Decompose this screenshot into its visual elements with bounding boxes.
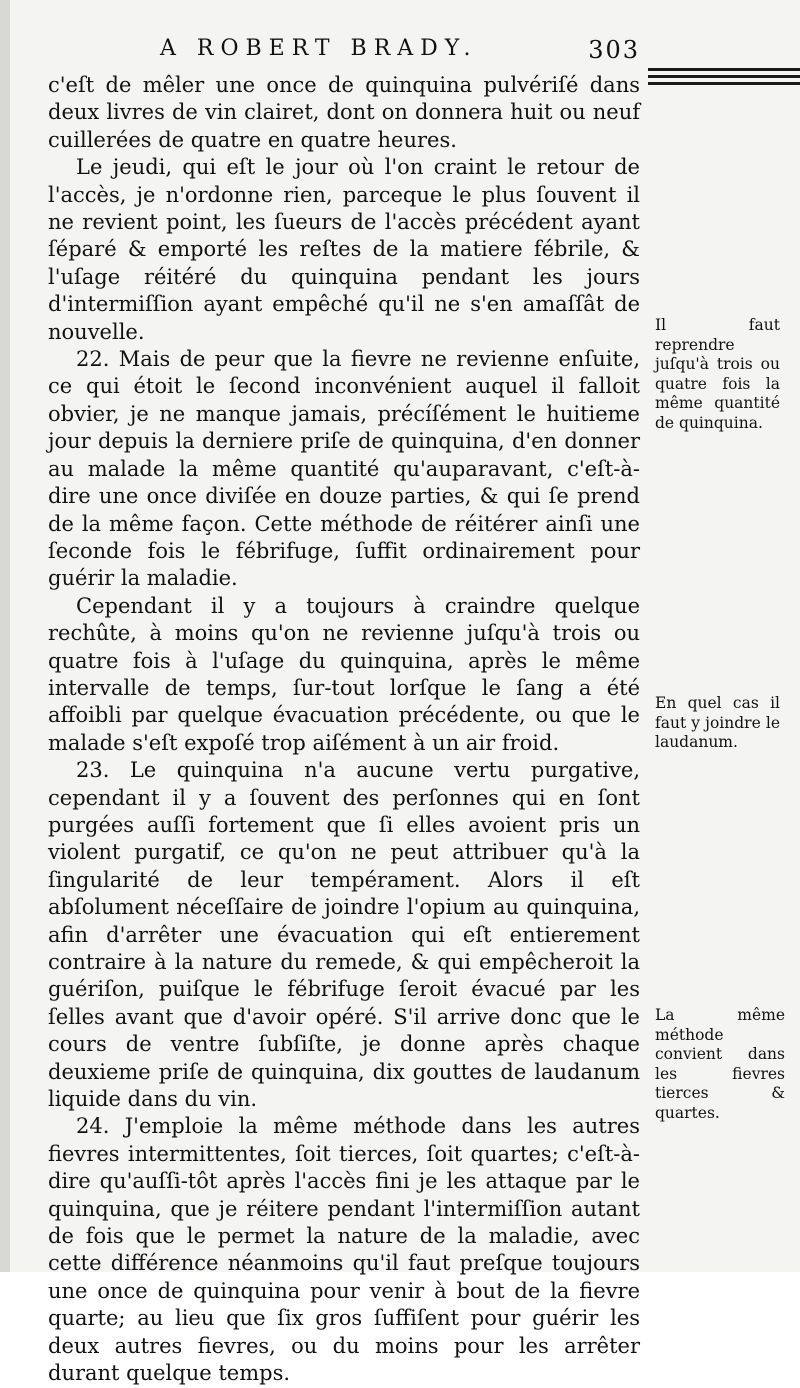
paragraph-23: 23. Le quinquina n'a aucune vertu purgative, cependant il y a ſouvent des perſonnes qui en ſont purgées auſſi fortement que ſi elles avoient pris un violent purgatif, ce qu'on ne peut attribuer qu'à la ſingularité de leur tempérament. Alors il eſt abſolument néceſſaire de joindre l'opium au quinquina, afin d'arrêter une évacuation qui eſt entierement contraire à la nature du remede, & qui empêcheroit la guériſon, puiſque le fébrifuge ſeroit évacué par les ſelles avant que d'avoir opéré. S'il arrive donc que le cours de ventre ſubſiſte, je donne après chaque deuxieme priſe de quinquina, dix gouttes de laudanum liquide dans du vin. — [48, 758, 640, 1112]
margin-note-3: La même méthode convient dans les fievres tierces & quartes. — [655, 1006, 785, 1122]
paragraph-24: 24. J'emploie la même méthode dans les autres fievres intermittentes, ſoit tierces, ſoit quartes; c'eſt-à-dire qu'auſſi-tôt après l'accès fini je les attaque par le quinquina, que je réitere pendant l'intermiſſion autant de fois que le permet la nature de la maladie, avec cette différence néanmoins qu'il faut preſque toujours une once de quinquina pour venir à bout de la fievre quarte; au lieu que ſix gros ſuffiſent pour guérir les deux autres fievres, ou du moins pour les arrêter durant quelque temps. — [48, 1114, 640, 1386]
paragraph-4: Cependant il y a toujours à craindre quelque rechûte, à moins qu'on ne revienne juſqu'à trois ou quatre fois à l'uſage du quinquina, après le même intervalle de temps, ſur-tout lorſque le ſang a été affoibli par quelque évacuation précédente, ou que le malade s'eſt expoſé trop aiſément à un air froid. — [48, 593, 640, 755]
paragraph-1: c'eſt de mêler une once de quinquina pulvériſé dans deux livres de vin clairet, dont on donnera huit ou neuf cuillerées de quatre en quatre heures. — [48, 73, 640, 152]
margin-note-1: Il faut reprendre juſqu'à trois ou quatre fois la même quantité de quinquina. — [655, 316, 780, 432]
margin-note-2: En quel cas il faut y joindre le laudanum. — [655, 694, 780, 751]
main-text — [48, 72, 640, 1388]
page-number: 303 — [588, 36, 640, 64]
ornament-rule — [648, 68, 800, 89]
paragraph-2: Le jeudi, qui eſt le jour où l'on craint le retour de l'accès, je n'ordonne rien, parceque le plus ſouvent il ne revient point, les ſueurs de l'accès précédent ayant ſéparé & emporté les reſtes de la matiere fébrile, & l'uſage réitéré du quinquina pendant les jours d'intermiſſion ayant empêché qu'il ne s'en amaſſât de nouvelle. — [48, 155, 640, 344]
page-header — [160, 36, 640, 76]
running-head: A ROBERT BRADY. — [160, 36, 478, 61]
paragraph-22: 22. Mais de peur que la fievre ne revienne enſuite, ce qui étoit le ſecond inconvénient auquel il falloit obvier, je ne manque jamais, précíſément le huitieme jour depuis la derniere priſe de quinquina, d'en donner au malade la même quantité qu'auparavant, c'eſt-à-dire une once diviſée en douze parties, & qui ſe prend de la même façon. Cette méthode de réitérer ainſi une ſeconde fois le fébrifuge, ſuffit ordinairement pour guérir la maladie. — [48, 347, 640, 591]
